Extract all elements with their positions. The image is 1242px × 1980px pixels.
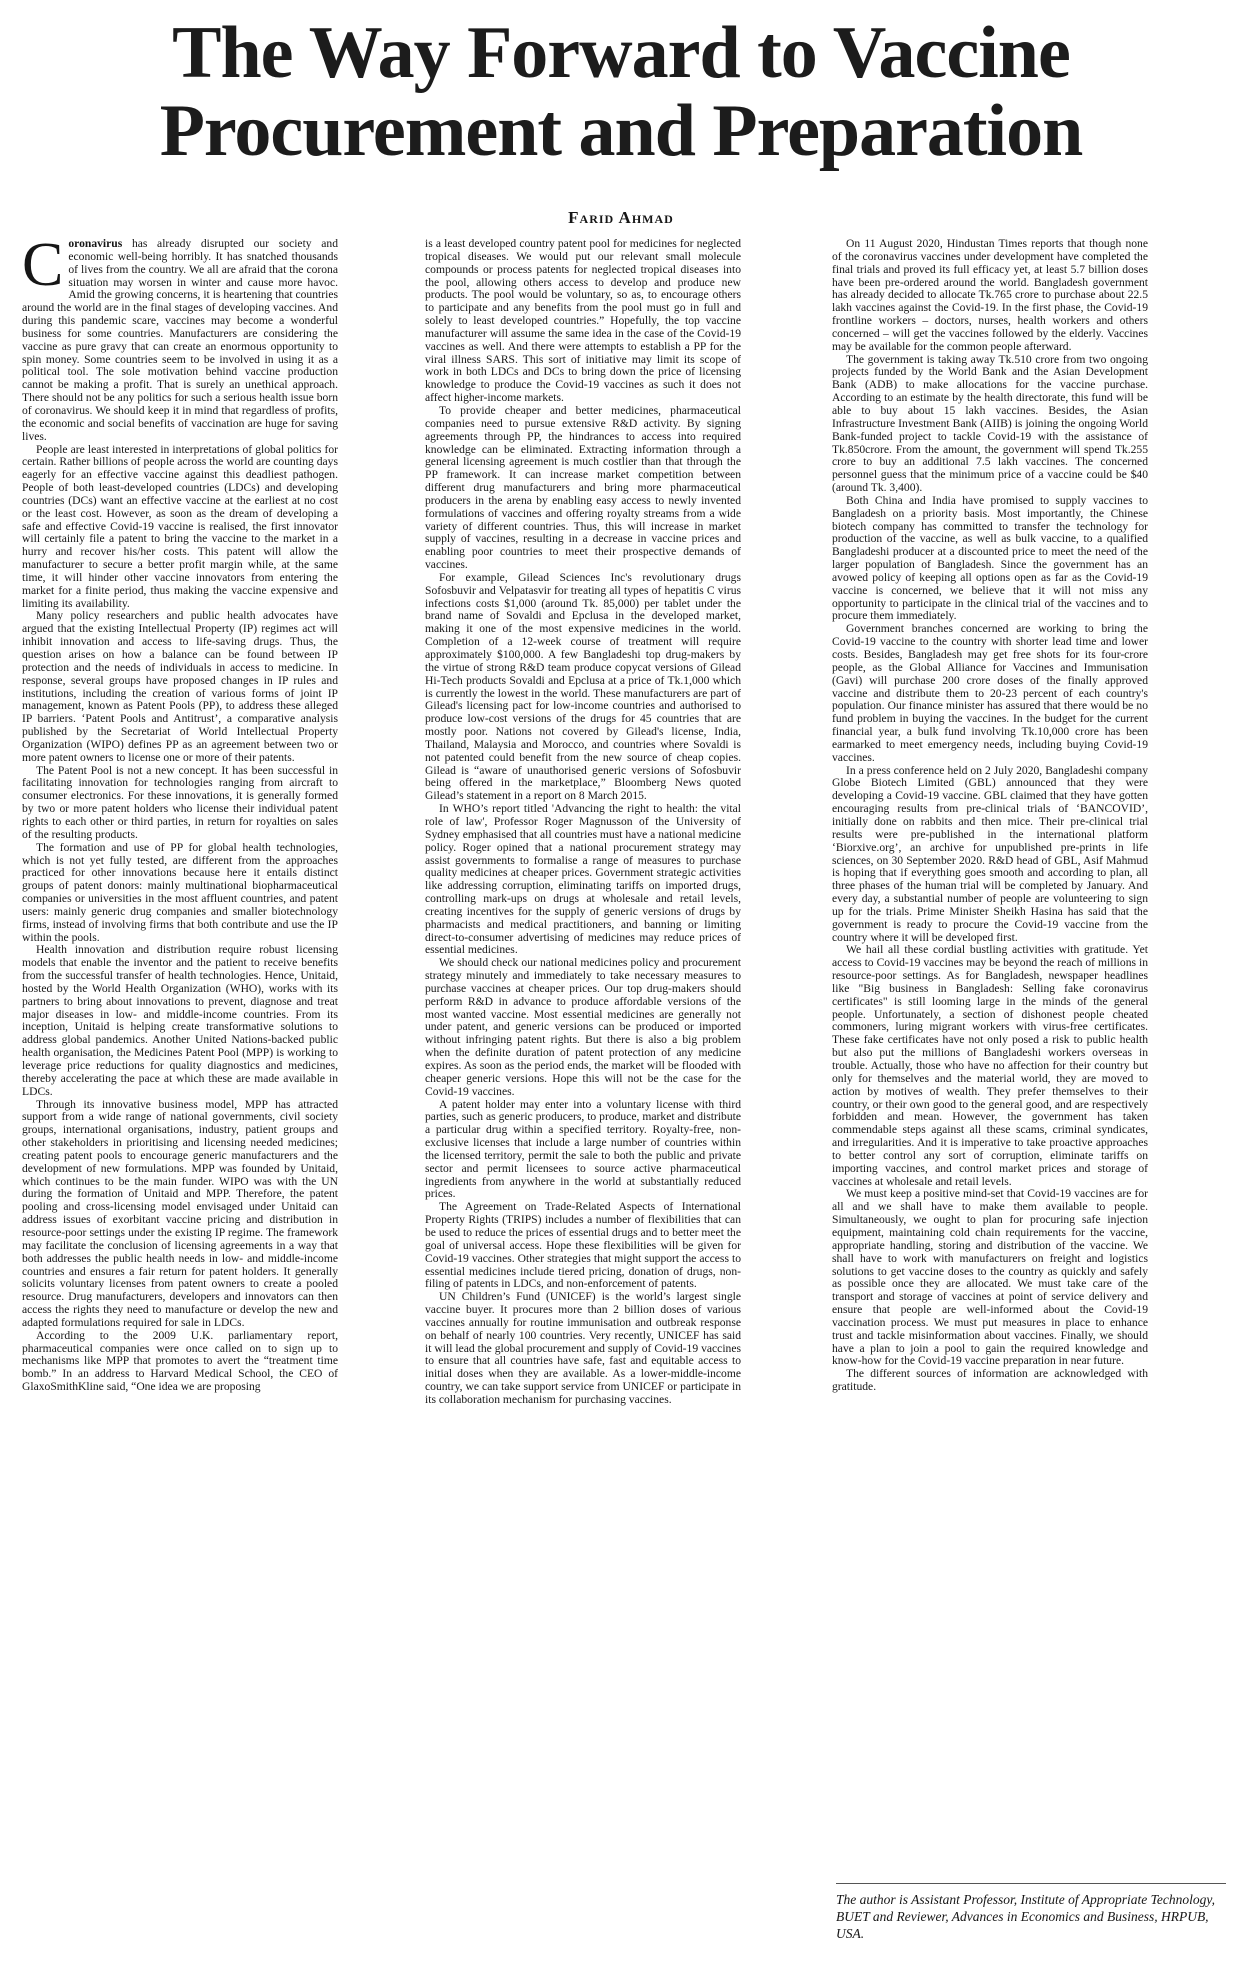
- paragraph: In WHO’s report titled 'Advancing the right to health: the vital role of law', Professor Roger Magnusson of the University of Sydney emphasised that all countries must have a national medicine policy. Roger opined that a national procurement strategy may assist governments to formalise a range of measures to purchase quality medicines at cheaper prices. Government strategic activities like addressing corruption, eliminating tariffs on imported drugs, controlling mark-ups on drugs at wholesale and retail levels, creating incentives for the supply of generic versions of drugs by pharmacists and medical practitioners, and banning or limiting direct-to-consumer advertising of medicines may reduce prices of essential medicines.: [425, 802, 741, 957]
- paragraph: The Agreement on Trade-Related Aspects of International Property Rights (TRIPS) includes a number of flexibilities that can be used to reduce the prices of essential drugs and to better meet the goal of universal access. Hope these flexibilities will be given for Covid-19 vaccines. Other strategies that might support the access to essential medicines include tiered pricing, donation of drugs, non-filing of patents in LDCs, and non-enforcement of patents.: [425, 1200, 741, 1291]
- paragraph: The government is taking away Tk.510 crore from two ongoing projects funded by the World Bank and the Asian Development Bank (ADB) to make allocations for the vaccine purchase. According to an estimate by the health directorate, this fund will be able to buy about 15 lakh vaccines. Besides, the Asian Infrastructure Investment Bank (AIIB) is joining the ongoing World Bank-funded project to tackle Covid-19 with the assistance of Tk.850crore. From the amount, the government will spend Tk.255 crore to buy an additional 7.5 lakh vaccines. The concerned personnel guess that the minimum price of a vaccine could be $40 (around Tk. 3,400).: [832, 352, 1148, 495]
- paragraph: Government branches concerned are working to bring the Covid-19 vaccine to the country with shorter lead time and lower costs. Besides, Bangladesh may get free shots for its four-crore people, as the Global Alliance for Vaccines and Immunisation (Gavi) will purchase 200 crore doses of the finally approved vaccine and distribute them to 20-23 percent of each country's population. Our finance minister has assured that there would be no fund problem in buying the vaccines. In the budget for the current financial year, a bulk fund involving Tk.10,000 crore has been earmarked to meet emergency needs, including buying Covid-19 vaccines.: [832, 622, 1148, 764]
- paragraph: According to the 2009 U.K. parliamentary report, pharmaceutical companies were once called on to sign up to mechanisms like MPP that promotes to avert the “treatment time bomb.” In an address to Harvard Medical School, the CEO of GlaxoSmithKline said, “One idea we are proposing: [22, 1328, 338, 1394]
- paragraph: The Patent Pool is not a new concept. It has been successful in facilitating innovation for technologies ranging from aircraft to consumer electronics. For these innovations, it is generally formed by two or more patent holders who license their individual patent rights to each other or third parties, in return for royalties on sales of the resulting products.: [22, 763, 338, 841]
- paragraph: is a least developed country patent pool for medicines for neglected tropical diseases. We would put our relevant small molecule compounds or process patents for neglected tropical diseases into the pool, allowing others access to develop and produce new products. The pool would be voluntary, so as, to encourage others to participate and any benefits from the pool must go in full and solely to least developed countries.” Hopefully, the top vaccine manufacturer will assume the same idea in the case of the Covid-19 vaccines as well. And there were attempts to establish a PP for the viral illness SARS. This sort of initiative may limit its scope of work in both LDCs and DCs to bring down the price of licensing knowledge to produce the Covid-19 vaccines as such it does not affect higher-income markets.: [425, 237, 741, 405]
- article-column-2: [425, 238, 741, 1407]
- author-note: The author is Assistant Professor, Institute of Appropriate Technology, BUET and Reviewer, Advances in Economics and Business, HRPUB, USA.: [836, 1892, 1216, 1941]
- paragraph: A patent holder may enter into a voluntary license with third parties, such as generic producers, to produce, market and distribute a particular drug within a specified territory. Royalty-free, non-exclusive licenses that include a large number of countries within the licensed territory, permit the sale to both the public and private sector and permit licensees to source active pharmaceutical ingredients from anywhere in the world at substantially reduced prices.: [425, 1097, 741, 1201]
- paragraph: Health innovation and distribution require robust licensing models that enable the inventor and the patient to receive benefits from the successful transfer of health technologies. Hence, Unitaid, hosted by the World Health Organization (WHO), works with its partners to bring about innovations to prevent, diagnose and treat major diseases in low- and middle-income countries. From its inception, Unitaid is helping create transformative solutions to address global pandemics. Another United Nations-backed public health organisation, the Medicines Patent Pool (MPP) is working to leverage price reductions for quality diagnostics and medicines, thereby accelerating the pace at which these are made available in LDCs.: [22, 943, 338, 1098]
- headline-line-2: Procurement and Preparation: [159, 90, 1083, 172]
- headline: [20, 14, 1222, 170]
- paragraph: People are least interested in interpretations of global politics for certain. Rather billions of people across the world are counting days eagerly for an effective vaccine against this deadliest pathogen. People of both least-developed countries (LDCs) and developing countries (DCs) want an effective vaccine at the earliest at no cost or the least cost. However, as soon as the dream of developing a safe and effective Covid-19 vaccine is realised, the first innovator will certainly file a patent to bring the vaccine to the market in a hurry and recover his/her costs. This patent will allow the manufacturer to secure a better profit margin while, at the same time, it will hinder other vaccine innovators from entering the market for a finite period, thus making the vaccine expensive and limiting its availability.: [22, 442, 338, 610]
- lead-word: oronavirus: [68, 237, 123, 250]
- paragraph: On 11 August 2020, Hindustan Times reports that though none of the coronavirus vaccines under development have completed the final trials and proved its full efficacy yet, at least 5.7 billion doses have been pre-ordered around the world. Bangladesh government has already decided to allocate Tk.765 crore to purchase about 22.5 lakh vaccines against the Covid-19. In the first phase, the Covid-19 frontline workers – doctors, nurses, health workers and others concerned – will get the vaccines followed by the elderly. Vaccines may be available for the common people afterward.: [832, 237, 1148, 353]
- paragraph: Through its innovative business model, MPP has attracted support from a wide range of national governments, civil society groups, international organisations, industry, patient groups and other stakeholders in prioritising and licensing needed medicines; creating patent pools to encourage generic manufacturers and the development of new formulations. MPP was founded by Unitaid, which continues to be the main funder. WIPO was with the UN during the formation of Unitaid and MPP. Therefore, the patent pooling and cross-licensing model envisaged under Unitaid can address issues of exorbitant vaccine pricing and distribution in resource-poor settings under the existing IP regime. The framework may facilitate the conclusion of licensing agreements in a way that both addresses the public health needs in low- and middle-income countries and ensures a fair return for patent holders. It generally solicits voluntary licenses from patent owners to create a pooled resource. Drug manufacturers, developers and innovators can then access the rights they need to manufacture or develop the new and adapted formulations required for sale in LDCs.: [22, 1097, 338, 1329]
- author-note-divider: [836, 1883, 1226, 1884]
- paragraph: For example, Gilead Sciences Inc's revolutionary drugs Sofosbuvir and Velpatasvir for treating all types of hepatitis C virus infections costs $1,000 (around Tk. 85,000) per tablet under the brand name of Sovaldi and Epclusa in the developed market, making it one of the most expensive medicines in the world. Completion of a 12-week course of treatment will require approximately $100,000. A few Bangladeshi top drug-makers by the virtue of strong R&D team produce copycat versions of Gilead Hi-Tech products Sovaldi and Epclusa at a price of Tk.1,000 which is currently the lowest in the world. These manufacturers are part of Gilead's licensing pact for low-income countries and authorised to produce low-cost versions of the drugs for 45 countries that are mostly poor. Nations not covered by Gilead's license, India, Thailand, Malaysia and Morocco, and countries where Sovaldi is not patented could benefit from the new source of cheap copies. Gilead is “aware of unauthorised generic versions of Sofosbuvir being offered in the marketplace,” Bloomberg News quoted Gilead’s statement in a report on 8 March 2015.: [425, 570, 741, 803]
- drop-cap: C: [22, 231, 64, 299]
- paragraph: We hail all these cordial bustling activities with gratitude. Yet access to Covid-19 vaccines may be beyond the reach of millions in resource-poor settings. As for Bangladesh, newspaper headlines like "Big business in Bangladesh: Selling fake coronavirus certificates" is still looming large in the minds of the general people. Unfortunately, a section of dishonest people cheated commoners, luring migrant workers with virus-free certificates. These fake certificates have not only posed a risk to public health but also put the millions of Bangladeshi workers overseas in trouble. Actually, those who have no affection for their country but only for themselves and the material world, they are moved to action by motives of wealth. They prefer themselves to their country, or their own good to the general good, and are respectively forbidden and mean. However, the government has taken commendable steps against all these scams, criminal syndicates, and irregularities. And it is imperative to take proactive approaches to better control any sort of corruption, eliminate tariffs on importing vaccines, and control market prices and storage of vaccines at wholesale and retail levels.: [832, 943, 1148, 1188]
- paragraph: Both China and India have promised to supply vaccines to Bangladesh on a priority basis. Most importantly, the Chinese biotech company has committed to transfer the technology for production of the vaccine, as well as bulk vaccine, to a qualified Bangladeshi producer at a discounted price to meet the need of the larger population of Bangladesh. Since the government has an avowed policy of keeping all options open as far as the Covid-19 vaccine is concerned, we believe that it will not miss any opportunity to participate in the clinical trial of the vaccines and to procure them immediately.: [832, 493, 1148, 623]
- paragraph: We must keep a positive mind-set that Covid-19 vaccines are for all and we shall have to make them available to people. Simultaneously, we ought to plan for procuring safe injection equipment, maintaining cold chain requirements for the vaccine, appropriate handling, storing and distribution of the vaccine. We shall have to work with manufacturers on freight and logistics solutions to get vaccine doses to the country as quickly and safely as possible once they are allocated. We must take care of the transport and storage of vaccines at point of service delivery and ensure that people are well-informed about the Covid-19 vaccination process. We must put measures in place to enhance trust and tackle misinformation about vaccines. Finally, we should have a plan to join a pool to gain the required knowledge and know-how for the Covid-19 vaccine preparation in near future.: [832, 1187, 1148, 1368]
- headline-line-1: The Way Forward to Vaccine: [172, 12, 1070, 94]
- paragraph: UN Children’s Fund (UNICEF) is the world’s largest single vaccine buyer. It procures more than 2 billion doses of various vaccines annually for routine immunisation and outbreak response on behalf of nearly 100 countries. Very recently, UNICEF has said it will lead the global procurement and supply of Covid-19 vaccines to ensure that all countries have safe, fast and equitable access to initial doses when they are available. As a lower-middle-income country, we can take support service from UNICEF or participate in its collaboration mechanism for purchasing vaccines.: [425, 1290, 741, 1406]
- article-column-1: [22, 231, 338, 1394]
- paragraph: Coronavirus has already disrupted our society and economic well-being horribly. It has snatched thousands of lives from the country. We all are afraid that the corona situation may worsen in winter and cause more havoc. Amid the growing concerns, it is heartening that countries around the world are in the final stages of developing vaccines. And during this pandemic scare, vaccines may become a wonderful business for some countries. Manufacturers are considering the vaccine as pure gravy that can create an enormous opportunity to spin money. Some countries seem to be involved in using it as a political tool. The sole motivation behind vaccine production cannot be making a profit. That is surely an unethical approach. There should not be any politics for such a serious health issue born of coronavirus. We should keep it in mind that regardless of profits, the economic and social benefits of vaccination are huge for saving lives.: [22, 231, 338, 443]
- paragraph: The formation and use of PP for global health technologies, which is not yet fully tested, are different from the approaches practiced for other innovations because here it entails distinct groups of patent donors: mainly multinational biopharmaceutical companies or universities in the most affluent countries, and patent users: mainly generic drug companies and smaller biotechnology firms, instead of involving firms that both contribute and use the IP within the pools.: [22, 840, 338, 944]
- paragraph: The different sources of information are acknowledged with gratitude.: [832, 1367, 1148, 1394]
- paragraph: Many policy researchers and public health advocates have argued that the existing Intellectual Property (IP) regimes act will inhibit innovation and access to life-saving drugs. Thus, the question arises on how a balance can be found between IP protection and the needs of individuals in access to medicine. In response, several groups have proposed changes in IP rules and institutions, including the creation of various forms of joint IP management, known as Patent Pools (PP), to address these alleged IP barriers. ‘Patent Pools and Antitrust’, a comparative analysis published by the Secretariat of World Intellectual Property Organization (WIPO) defines PP as an agreement between two or more patent owners to license one or more of their patents.: [22, 609, 338, 764]
- paragraph: In a press conference held on 2 July 2020, Bangladeshi company Globe Biotech Limited (GBL) announced that they were developing a Covid-19 vaccine. GBL claimed that they have gotten encouraging results from pre-clinical trials of ‘BANCOVID’, initially done on rabbits and then mice. Their pre-clinical trial results were pre-published in the international platform ‘Biorxive.org’, an archive for unpublished pre-prints in life sciences, on 30 September 2020. R&D head of GBL, Asif Mahmud is hoping that if everything goes smooth and according to plan, all three phases of the human trial will be completed by January. And every day, a substantial number of people are volunteering to sign up for the trials. Prime Minister Sheikh Hasina has said that the government is ready to procure the Covid-19 vaccine from the country where it will be developed first.: [832, 763, 1148, 944]
- byline: Farid Ahmad: [568, 208, 674, 227]
- article-column-3: [832, 238, 1148, 1394]
- paragraph: To provide cheaper and better medicines, pharmaceutical companies need to pursue extensive R&D activity. By signing agreements through PP, the hindrances to access into required knowledge can be eliminated. Extracting information through a general licensing agreement is much costlier than that through the PP framework. It can increase market competition between different drug manufacturers and bring more pharmaceutical producers in the arena by enabling easy access to newly invented formulations of vaccines and offering royalty streams from a wide variety of different countries. Thus, this will increase in market supply of vaccines, resulting in a decrease in vaccine prices and enabling poor countries to meet their prospective demands of vaccines.: [425, 403, 741, 572]
- paragraph: We should check our national medicines policy and procurement strategy minutely and immediately to take necessary measures to purchase vaccines at cheaper prices. Our top drug-makers should perform R&D in advance to produce affordable versions of the most wanted vaccine. Most essential medicines are generally not under patent, and generic versions can be produced or imported without infringing patent rights. But there is also a big problem when the definite duration of patent protection of any medicine expires. As soon as the period ends, the market will be flooded with cheaper generic versions. Hope this will not be the case for the Covid-19 vaccines.: [425, 956, 741, 1098]
